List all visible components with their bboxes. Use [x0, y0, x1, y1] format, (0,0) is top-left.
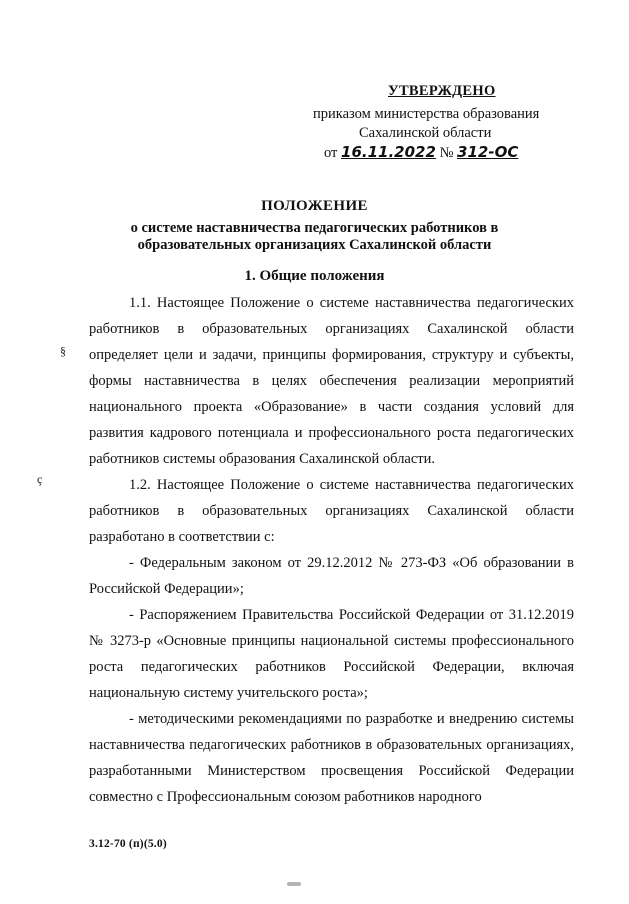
approval-number-sign: №: [439, 145, 454, 161]
approval-date-line: [324, 143, 550, 163]
list-item-government-order: - Распоряжением Правительства Российской Федерации от 31.12.2019 № 3273-р «Основные принципы национальной системы профессионального роста педагогических работников Российской Федерации, включая национальную систему учительского роста»;: [89, 607, 574, 701]
paragraph-1-2: 1.2. Настоящее Положение о системе наставничества педагогических работников в образовательных организациях Сахалинской области разработано в соответствии с:: [89, 477, 574, 545]
paragraph-1-1: 1.1. Настоящее Положение о системе наставничества педагогических работников в образовательных организациях Сахалинской области определяет цели и задачи, принципы формирования, структуру и субъекты, формы наставничества в целях обеспечения реализации мероприятий национального проекта «Образование» в части создания условий для развития кадрового потенциала и профессионального роста педагогических работников системы образования Сахалинской области.: [89, 295, 574, 467]
document-subtitle-line1: о системе наставничества педагогических работников в: [130, 220, 499, 236]
document-subtitle-line2: образовательных организациях Сахалинской области: [137, 237, 492, 253]
list-item-federal-law: - Федеральным законом от 29.12.2012 № 273-ФЗ «Об образовании в Российской Федерации»;: [89, 555, 574, 597]
document-title: ПОЛОЖЕНИЕ: [261, 198, 368, 214]
margin-mark-upper: §: [60, 344, 66, 358]
margin-mark-lower: ç: [37, 472, 43, 486]
scan-speck: [287, 882, 301, 886]
list-item-methodological-recommendations: - методическими рекомендациями по разработке и внедрению системы наставничества педагогических работников в образовательных организациях, разработанными Министерством просвещения Российской Федерации совместно с Профессиональным союзом работников народного: [89, 711, 574, 805]
approval-date: 16.11.2022: [341, 143, 436, 161]
footer-document-code: 3.12-70 (п)(5.0): [89, 838, 167, 850]
approval-date-prefix: от: [324, 145, 338, 161]
approval-title: УТВЕРЖДЕНО: [388, 83, 496, 99]
approval-stamp: [310, 82, 550, 163]
approval-order-line: приказом министерства образования: [313, 106, 540, 122]
approval-region-line: Сахалинской области: [359, 125, 492, 141]
document-body: [89, 290, 574, 810]
approval-number: 312-ОС: [457, 143, 519, 161]
section-heading: 1. Общие положения: [244, 268, 385, 284]
